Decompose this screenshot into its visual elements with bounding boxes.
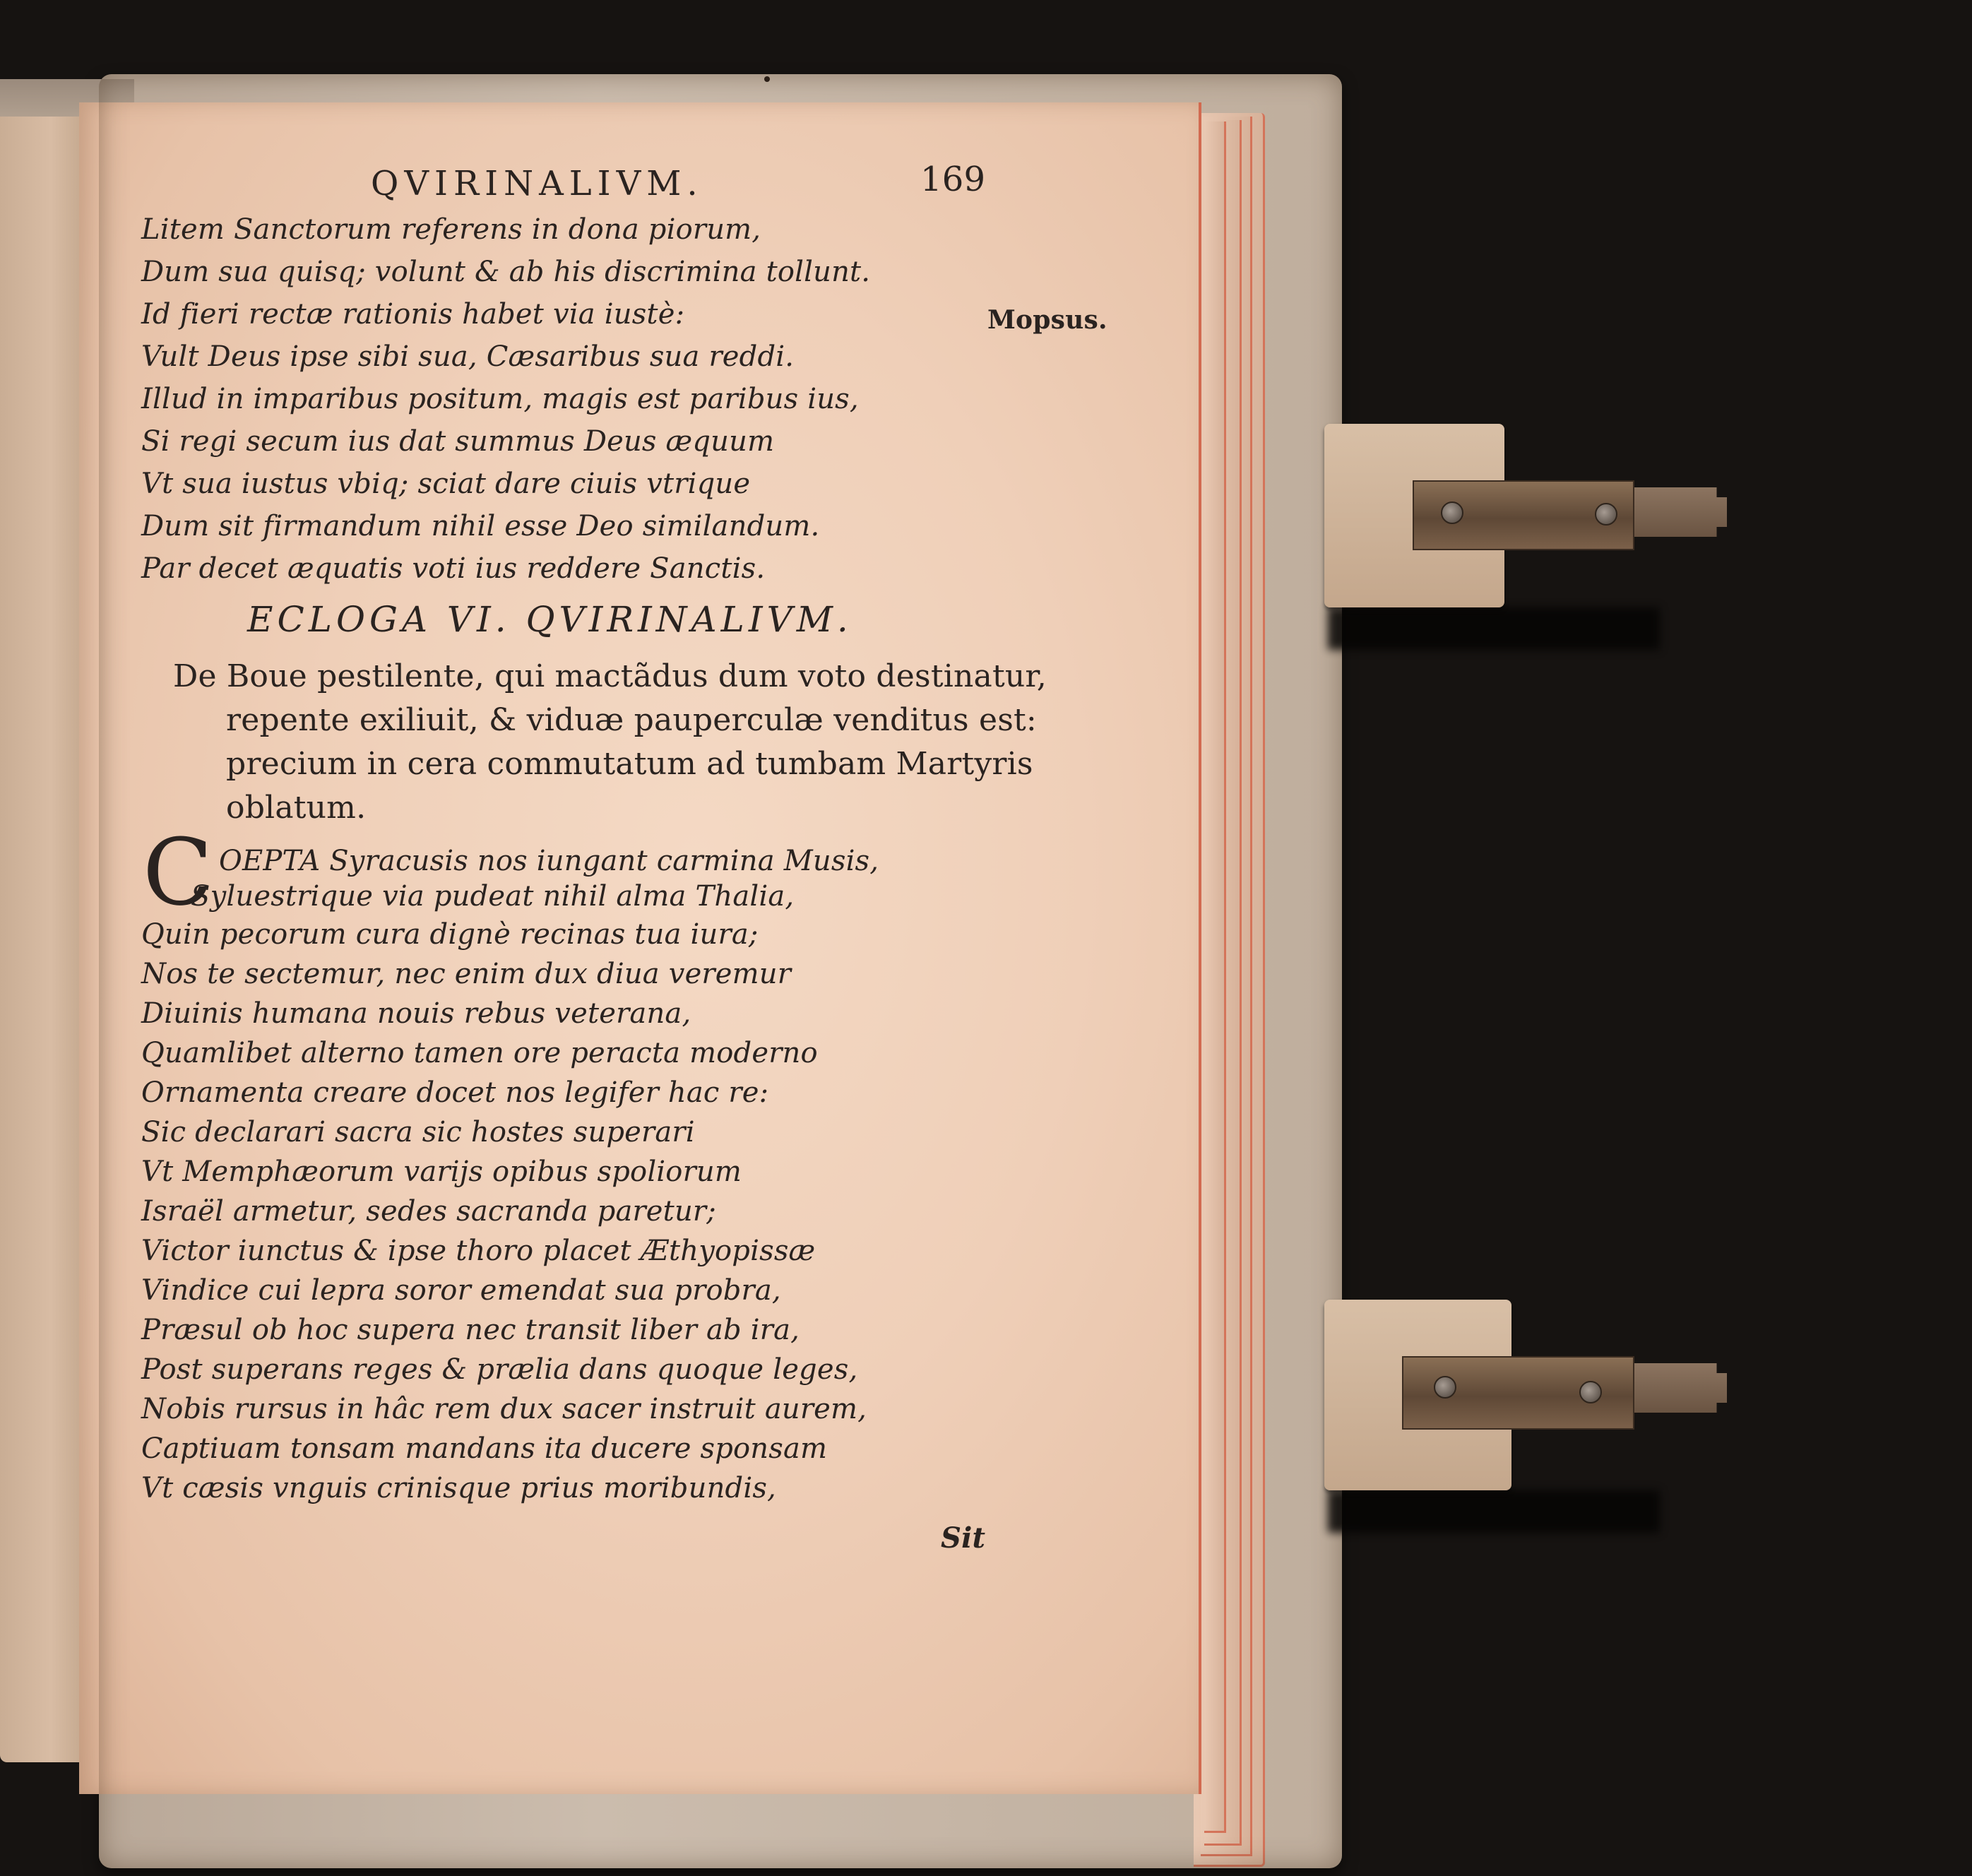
clasp-rivet-icon	[1441, 501, 1463, 524]
margin-note: Mopsus.	[987, 305, 1107, 335]
verse-line: Si regi secum ius dat summus Deus æquum	[141, 425, 775, 458]
argument-line: precium in cera commutatum ad tumbam Martyris	[226, 746, 1033, 782]
verse-line: Quamlibet alterno tamen ore peracta moderno	[141, 1037, 818, 1069]
verse-line: Quin pecorum cura dignè recinas tua iura;	[141, 918, 759, 951]
verse-line: Par decet æquatis voti ius reddere Sanctis.	[141, 552, 766, 585]
clasp-shadow	[1328, 607, 1660, 650]
clasp-rivet-icon	[1595, 503, 1617, 526]
drop-cap: C	[143, 819, 213, 926]
section-heading: ECLOGA VI. QVIRINALIVM.	[247, 599, 853, 640]
page-number: 169	[920, 160, 986, 199]
clasp-rivet-icon	[1579, 1381, 1602, 1403]
argument-line: oblatum.	[226, 790, 367, 826]
page-edge-leaf	[1204, 121, 1226, 1833]
argument-line: repente exiliuit, & viduæ pauperculæ venditus est:	[226, 702, 1037, 738]
verse-line: Sic declarari sacra sic hostes superari	[141, 1116, 695, 1148]
binding-hole	[764, 76, 770, 82]
verse-line: Post superans reges & prælia dans quoque leges,	[141, 1353, 858, 1386]
verse-line: Præsul ob hoc supera nec transit liber ab ira,	[141, 1314, 800, 1346]
verse-line: Vt cæsis vnguis crinisque prius moribundis,	[141, 1472, 776, 1504]
verse-line: Litem Sanctorum referens in dona piorum,	[141, 213, 761, 246]
verse-line: OEPTA Syracusis nos iungant carmina Musis,	[219, 845, 879, 877]
verse-line: Illud in imparibus positum, magis est paribus ius,	[141, 383, 859, 415]
verse-line: Vt sua iustus vbiq; sciat dare ciuis vtrique	[141, 468, 751, 500]
verse-line: Vindice cui lepra soror emendat sua probra,	[141, 1274, 781, 1307]
lower-clasp-tip	[1624, 1363, 1727, 1413]
verse-line: Victor iunctus & ipse thoro placet Æthyopissæ	[141, 1235, 816, 1267]
verse-line: Syluestrique via pudeat nihil alma Thalia,	[191, 880, 795, 913]
verse-line: Israël armetur, sedes sacranda paretur;	[141, 1195, 716, 1228]
upper-clasp-tip	[1624, 487, 1727, 537]
verse-line: Dum sit firmandum nihil esse Deo similandum.	[141, 510, 820, 542]
verse-line: Ornamenta creare docet nos legifer hac re:	[141, 1076, 769, 1109]
running-head: QVIRINALIVM.	[371, 164, 703, 203]
verse-line: Diuinis humana nouis rebus veterana,	[141, 997, 691, 1030]
clasp-rivet-icon	[1434, 1376, 1456, 1399]
left-page-sliver	[0, 117, 85, 1762]
clasp-shadow	[1328, 1490, 1660, 1533]
verse-line: Nobis rursus in hâc rem dux sacer instruit aurem,	[141, 1393, 867, 1425]
verse-line: Vt Memphæorum varijs opibus spoliorum	[141, 1156, 742, 1188]
verse-line: Vult Deus ipse sibi sua, Cæsaribus sua reddi.	[141, 340, 795, 373]
verse-line: Id fieri rectæ rationis habet via iustè:	[141, 298, 685, 331]
argument-line: De Boue pestilente, qui mactãdus dum voto destinatur,	[173, 658, 1047, 694]
catchword: Sit	[941, 1521, 986, 1555]
verse-line: Dum sua quisq; volunt & ab his discrimina tollunt.	[141, 256, 871, 288]
verse-line: Captiuam tonsam mandans ita ducere sponsam	[141, 1432, 828, 1465]
verse-line: Nos te sectemur, nec enim dux diua veremur	[141, 958, 792, 990]
